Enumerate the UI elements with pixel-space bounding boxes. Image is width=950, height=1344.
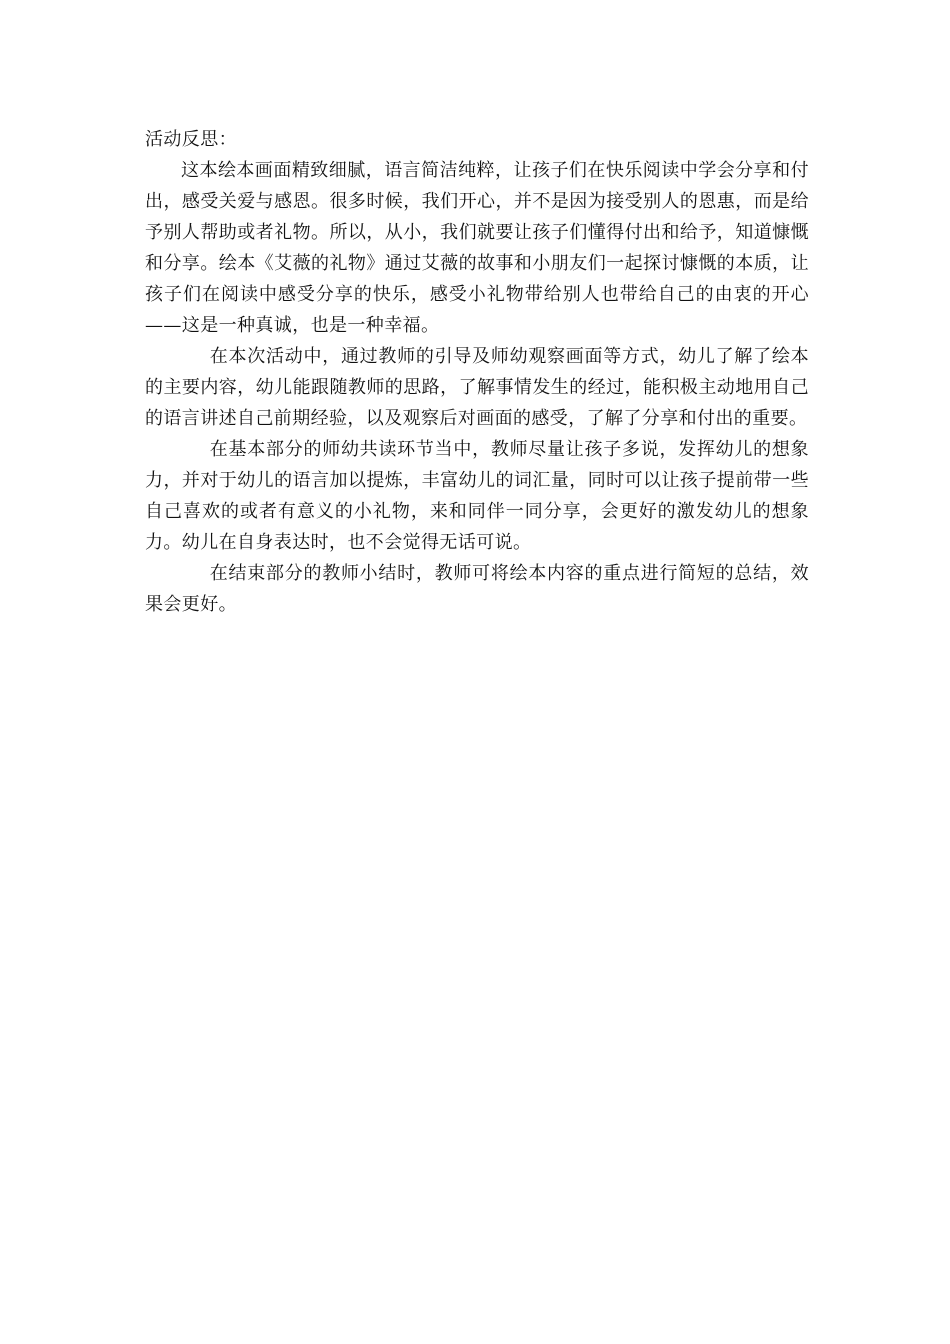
paragraph-conclusion: 在结束部分的教师小结时，教师可将绘本内容的重点进行简短的总结，效果会更好。 (145, 563, 809, 615)
paragraph-intro: 这本绘本画面精致细腻，语言简洁纯粹，让孩子们在快乐阅读中学会分享和付出，感受关爱与感恩。很多时候，我们开心，并不是因为接受别人的恩惠，而是给予别人帮助或者礼物。所以，从小，我们就要让孩子们懂得付出和给予，知道慷慨和分享。绘本《艾薇的礼物》通过艾薇的故事和小朋友们一起探讨慷慨的本质，让孩子们在阅读中感受分享的快乐，感受小礼物带给别人也带给自己的由衷的开心——这是一种真诚，也是一种幸福。 (145, 160, 809, 336)
paragraph-activity: 在本次活动中，通过教师的引导及师幼观察画面等方式，幼儿了解了绘本的主要内容，幼儿能跟随教师的思路，了解事情发生的经过，能积极主动地用自己的语言讲述自己前期经验，以及观察后对画面的感受，了解了分享和付出的重要。 (145, 346, 809, 429)
paragraph-shared-reading: 在基本部分的师幼共读环节当中，教师尽量让孩子多说，发挥幼儿的想象力，并对于幼儿的语言加以提炼，丰富幼儿的词汇量，同时可以让孩子提前带一些自己喜欢的或者有意义的小礼物，来和同伴一同分享，会更好的激发幼儿的想象力。幼儿在自身表达时，也不会觉得无话可说。 (145, 439, 809, 553)
document-body (145, 124, 809, 620)
section-heading: 活动反思： (145, 129, 237, 150)
